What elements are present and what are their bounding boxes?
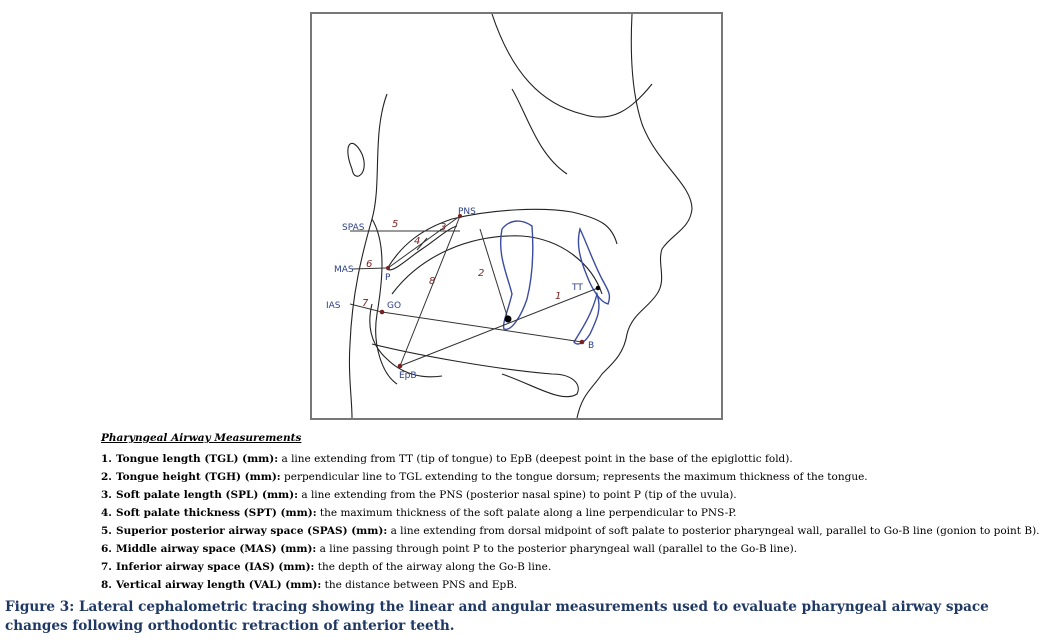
- point-go: [380, 310, 385, 315]
- cranial-outline: [492, 14, 652, 117]
- tracing-drawing: [312, 14, 721, 418]
- measurement-legend: [101, 432, 1040, 594]
- label-epb: EpB: [399, 371, 417, 381]
- molar-outline: [501, 221, 533, 329]
- palate-outline: [452, 209, 617, 244]
- label-b: B: [588, 341, 595, 351]
- point-epb: [398, 364, 403, 369]
- facial-profile: [577, 14, 692, 418]
- ramus-outline: [370, 304, 442, 377]
- measure-number-4: 4: [414, 236, 421, 247]
- measure-number-3: 3: [440, 222, 447, 233]
- measure-number-6: 6: [366, 259, 373, 270]
- measure-number-8: 8: [429, 276, 436, 287]
- cephalometric-tracing-figure: [310, 12, 723, 420]
- label-pns: PNS: [458, 207, 476, 217]
- legend-item: 7. Inferior airway space (IAS) (mm): the depth of the airway along the Go-B line.: [101, 561, 552, 573]
- legend-item: 1. Tongue length (TGL) (mm): a line extending from TT (tip of tongue) to EpB (deepest point in the base of the epiglottic fold).: [101, 453, 793, 465]
- point-tt: [596, 286, 601, 291]
- legend-item: 3. Soft palate length (SPL) (mm): a line extending from the PNS (posterior nasal spine) to point P (tip of the uvula).: [101, 489, 737, 501]
- label-p: P: [385, 273, 391, 283]
- legend-item: 2. Tongue height (TGH) (mm): perpendicular line to TGL extending to the tongue dorsum; represents the maximum thickness of the tongue.: [101, 471, 868, 483]
- point-p: [386, 266, 390, 270]
- point-tgh: [505, 316, 512, 323]
- legend-item: 8. Vertical airway length (VAL) (mm): the distance between PNS and EpB.: [101, 579, 518, 591]
- measure-number-7: 7: [362, 298, 369, 309]
- incisor-upper: [578, 229, 609, 304]
- legend-list: [101, 450, 1040, 594]
- measure-number-1: 1: [555, 291, 562, 302]
- label-mas: MAS: [334, 265, 354, 275]
- measure-number-5: 5: [392, 219, 399, 230]
- line-pns-epb: [400, 216, 460, 366]
- label-tt: TT: [572, 283, 583, 293]
- orbit-outline: [512, 89, 567, 174]
- point-b: [580, 340, 585, 345]
- line-tt-epb: [400, 288, 598, 366]
- legend-item: 5. Superior posterior airway space (SPAS) (mm): a line extending from dorsal midpoint of soft palate to posterior pharyngeal wall, parallel to Go-B line (gonion to point B).: [101, 525, 1040, 537]
- figure-caption: Figure 3: Lateral cephalometric tracing showing the linear and angular measurements used to evaluate pharyngeal airway space changes following orthodontic retraction of anterior teeth.: [5, 599, 989, 634]
- incisor-lower: [574, 294, 599, 344]
- legend-heading: Pharyngeal Airway Measurements: [101, 432, 302, 444]
- sella-outline: [348, 143, 364, 176]
- legend-item: 6. Middle airway space (MAS) (mm): a line passing through point P to the posterior pharyngeal wall (parallel to the Go-B line).: [101, 543, 798, 555]
- label-go: GO: [387, 301, 402, 311]
- label-ias: IAS: [326, 301, 341, 311]
- legend-item: 4. Soft palate thickness (SPT) (mm): the maximum thickness of the soft palate along a line perpendicular to PNS-P.: [101, 507, 737, 519]
- line-go-b: [382, 312, 582, 342]
- measure-number-2: 2: [478, 268, 485, 279]
- label-spas: SPAS: [342, 223, 365, 233]
